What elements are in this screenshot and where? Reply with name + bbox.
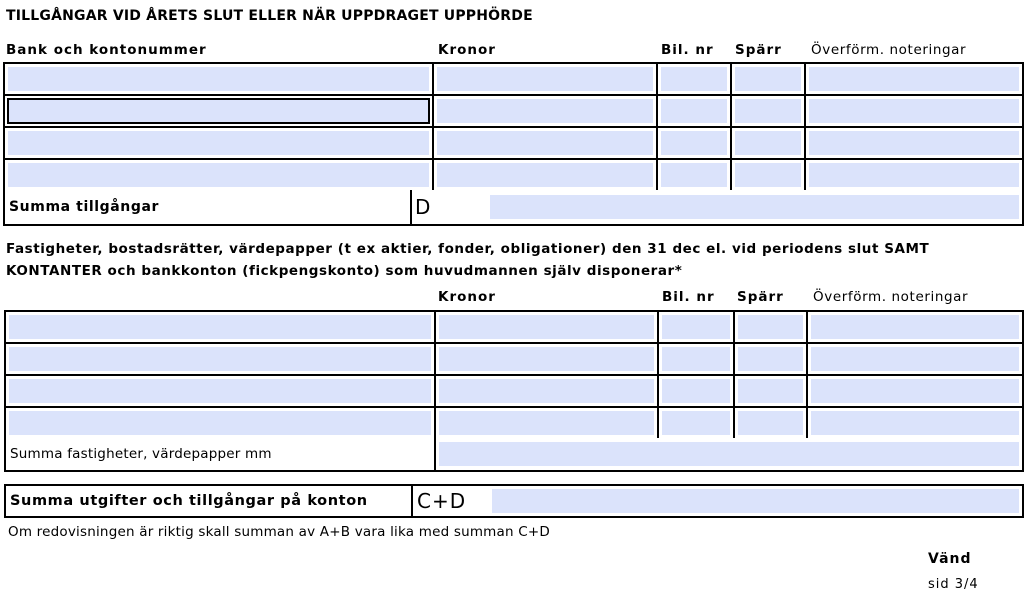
table-cell: [806, 160, 1022, 190]
section2-intro-line2: KONTANTER och bankkonton (fickpengskonto) som huvudmannen själv disponerar*: [6, 263, 683, 279]
bilnr-field-4[interactable]: [661, 163, 727, 187]
table-cell: [6, 408, 434, 438]
table-cell: [659, 408, 733, 438]
asset-bilnr-field-1[interactable]: [662, 315, 730, 339]
asset-desc-field-2[interactable]: [9, 347, 431, 371]
total-label: Summa utgifter och tillgångar på konton: [10, 493, 368, 509]
total-code: C+D: [417, 489, 467, 513]
sparr-field-3[interactable]: [735, 131, 801, 155]
sparr-field-4[interactable]: [735, 163, 801, 187]
col2-header-bilnr: Bil. nr: [662, 289, 715, 305]
table-cell: [6, 344, 434, 374]
page-number: sid 3/4: [928, 577, 979, 591]
sum-securities-field[interactable]: [439, 442, 1019, 466]
asset-kronor-field-1[interactable]: [439, 315, 654, 339]
table-cell: [659, 376, 733, 406]
securities-table: [4, 310, 1024, 440]
table-cell: [658, 128, 730, 158]
asset-notes-field-3[interactable]: [811, 379, 1019, 403]
asset-desc-field-3[interactable]: [9, 379, 431, 403]
kronor-field-4[interactable]: [437, 163, 653, 187]
table-cell: [5, 128, 432, 158]
table-cell: [806, 96, 1022, 126]
table-cell: [808, 312, 1022, 342]
asset-sparr-field-1[interactable]: [738, 315, 803, 339]
validation-note: Om redovisningen är riktig skall summan av A+B vara lika med summan C+D: [8, 524, 550, 540]
table-cell: [808, 344, 1022, 374]
kronor-field-3[interactable]: [437, 131, 653, 155]
bilnr-field-2[interactable]: [661, 99, 727, 123]
bilnr-field-1[interactable]: [661, 67, 727, 91]
asset-notes-field-2[interactable]: [811, 347, 1019, 371]
table-cell: [732, 128, 804, 158]
table-cell: [434, 64, 656, 94]
col-header-bank: Bank och kontonummer: [6, 42, 207, 58]
bank-account-field-1[interactable]: [8, 67, 429, 91]
sum-securities-row: [4, 438, 1024, 472]
assets-table: [3, 62, 1024, 192]
col-header-kronor: Kronor: [438, 42, 496, 58]
bilnr-field-3[interactable]: [661, 131, 727, 155]
asset-desc-field-4[interactable]: [9, 411, 431, 435]
table-cell: [659, 312, 733, 342]
table-cell: [436, 344, 657, 374]
section2-intro: [6, 238, 1021, 282]
asset-bilnr-field-4[interactable]: [662, 411, 730, 435]
asset-kronor-field-3[interactable]: [439, 379, 654, 403]
sparr-field-1[interactable]: [735, 67, 801, 91]
table-cell: [5, 160, 432, 190]
bank-account-field-2[interactable]: [7, 98, 430, 124]
table-cell: [658, 96, 730, 126]
sum-assets-row: [3, 190, 1024, 226]
asset-notes-field-1[interactable]: [811, 315, 1019, 339]
table-cell: [806, 128, 1022, 158]
sum-assets-code: D: [415, 195, 432, 219]
kronor-field-1[interactable]: [437, 67, 653, 91]
table-cell: [735, 344, 806, 374]
col-header-sparr: Spärr: [735, 42, 782, 58]
asset-sparr-field-4[interactable]: [738, 411, 803, 435]
kronor-field-2[interactable]: [437, 99, 653, 123]
table-cell: [659, 344, 733, 374]
col-header-notes: Överförm. noteringar: [811, 42, 967, 58]
bank-account-field-3[interactable]: [8, 131, 429, 155]
table-cell: [6, 312, 434, 342]
table-cell: [808, 376, 1022, 406]
table-cell: [5, 64, 432, 94]
table-cell: [436, 312, 657, 342]
table-cell: [5, 96, 432, 126]
asset-kronor-field-4[interactable]: [439, 411, 654, 435]
col2-header-kronor: Kronor: [438, 289, 496, 305]
asset-sparr-field-2[interactable]: [738, 347, 803, 371]
bank-account-field-4[interactable]: [8, 163, 429, 187]
sum-securities-label: Summa fastigheter, värdepapper mm: [10, 446, 272, 462]
asset-bilnr-field-2[interactable]: [662, 347, 730, 371]
table-cell: [434, 160, 656, 190]
table-cell: [806, 64, 1022, 94]
table-cell: [436, 376, 657, 406]
notes-field-2[interactable]: [809, 99, 1019, 123]
table-cell: [434, 96, 656, 126]
table-cell: [732, 96, 804, 126]
asset-notes-field-4[interactable]: [811, 411, 1019, 435]
notes-field-1[interactable]: [809, 67, 1019, 91]
section-title: TILLGÅNGAR VID ÅRETS SLUT ELLER NÄR UPPDRAGET UPPHÖRDE: [6, 8, 533, 24]
table-cell: [808, 408, 1022, 438]
col-header-bilnr: Bil. nr: [661, 42, 714, 58]
section2-intro-line1: Fastigheter, bostadsrätter, värdepapper (t ex aktier, fonder, obligationer) den 31 dec el. vid periodens slut SAMT: [6, 241, 930, 257]
col2-header-notes: Överförm. noteringar: [813, 289, 969, 305]
table-cell: [6, 376, 434, 406]
asset-bilnr-field-3[interactable]: [662, 379, 730, 403]
turn-page-label: Vänd: [928, 551, 972, 567]
table-cell: [436, 408, 657, 438]
table-cell: [735, 312, 806, 342]
asset-sparr-field-3[interactable]: [738, 379, 803, 403]
notes-field-4[interactable]: [809, 163, 1019, 187]
notes-field-3[interactable]: [809, 131, 1019, 155]
sparr-field-2[interactable]: [735, 99, 801, 123]
total-field[interactable]: [492, 489, 1019, 513]
asset-kronor-field-2[interactable]: [439, 347, 654, 371]
asset-desc-field-1[interactable]: [9, 315, 431, 339]
table-cell: [732, 64, 804, 94]
table-cell: [658, 160, 730, 190]
sum-assets-label: Summa tillgångar: [9, 199, 160, 215]
sum-assets-field[interactable]: [490, 195, 1019, 219]
table-cell: [658, 64, 730, 94]
table-cell: [735, 408, 806, 438]
table-cell: [434, 128, 656, 158]
total-row: [4, 484, 1024, 518]
table-cell: [735, 376, 806, 406]
table-cell: [732, 160, 804, 190]
col2-header-sparr: Spärr: [737, 289, 784, 305]
